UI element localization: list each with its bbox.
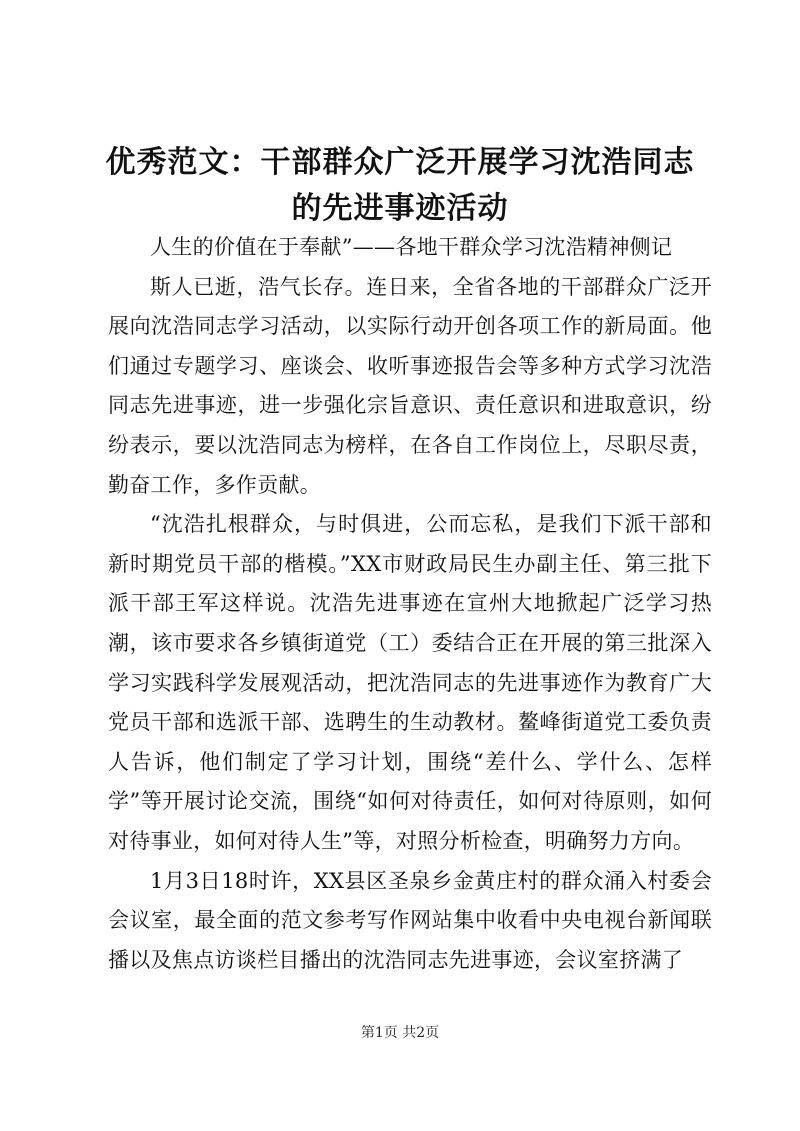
paragraph: 斯人已逝，浩气长存。连日来，全省各地的干部群众广泛开展向沈浩同志学习活动，以实际行动开创各项工作的新局面。他们通过专题学习、座谈会、收听事迹报告会等多种方式学习沈浩同志先进事迹，进一步强化宗旨意识、责任意识和进取意识，纷纷表示，要以沈浩同志为榜样，在各自工作岗位上，尽职尽责，勤奋工作，多作贡献。	[108, 274, 712, 497]
page-footer: 第1页 共2页	[360, 1025, 440, 1041]
paragraph: “沈浩扎根群众，与时俱进，公而忘私，是我们下派干部和新时期党员干部的楷模。”XX市财政局民生办副主任、第三批下派干部王军这样说。沈浩先进事迹在宣州大地掀起广泛学习热潮，该市要求各乡镇街道党（工）委结合正在开展的第三批深入学习实践科学发展观活动，把沈浩同志的先进事迹作为教育广大党员干部和选派干部、选聘生的生动教材。鳌峰街道党工委负责人告诉，他们制定了学习计划，围绕“差什么、学什么、怎样学”等开展讨论交流，围绕“如何对待责任，如何对待原则，如何对待事业，如何对待人生”等，对照分析检查，明确努力方向。	[108, 512, 712, 853]
paragraph: 1月3日18时许，XX县区圣泉乡金黄庄村的群众涌入村委会会议室，最全面的范文参考写作网站集中收看中央电视台新闻联播以及焦点访谈栏目播出的沈浩同志先进事迹，会议室挤满了	[108, 868, 712, 972]
document-body	[108, 228, 712, 980]
paragraph-subtitle: 人生的价值在于奉献”——各地干群众学习沈浩精神侧记	[150, 235, 673, 259]
document-title: 优秀范文：干部群众广泛开展学习沈浩同志的先进事迹活动	[105, 145, 695, 226]
